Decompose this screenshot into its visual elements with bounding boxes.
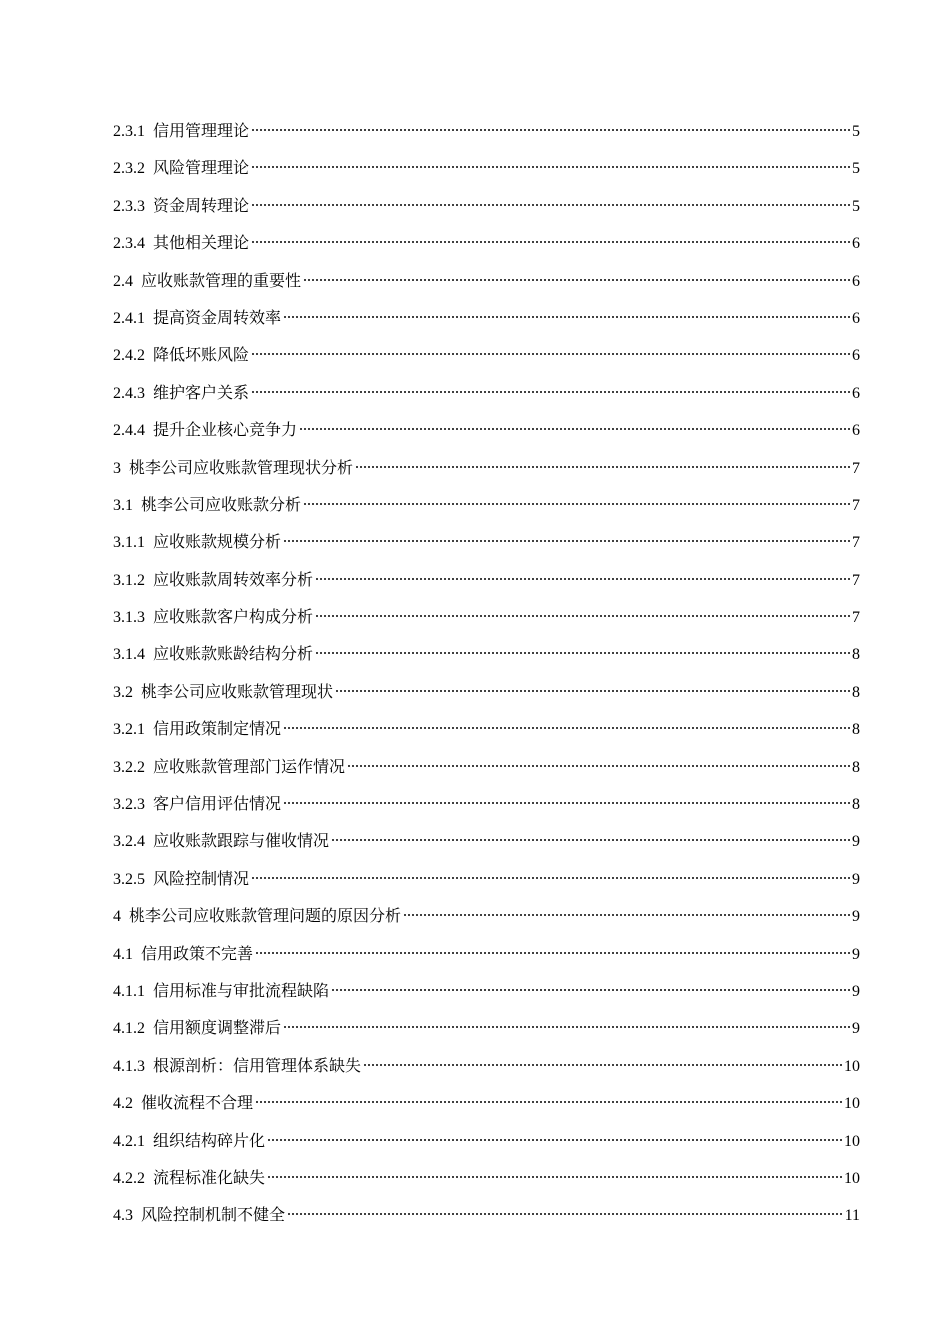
toc-entry-page: 11 (844, 1207, 860, 1225)
toc-dot-leader (315, 577, 850, 581)
toc-entry-title: 桃李公司应收账款管理问题的原因分析 (129, 908, 402, 926)
toc-dot-leader (255, 1100, 842, 1104)
toc-entry-page: 10 (844, 1132, 860, 1150)
toc-entry-number: 3.2.2 (113, 758, 145, 776)
toc-dot-leader (283, 1025, 850, 1029)
toc-entry-title: 应收账款跟踪与催收情况 (153, 833, 330, 851)
toc-entry[interactable] (113, 495, 860, 532)
toc-entry-title: 流程标准化缺失 (153, 1169, 266, 1187)
toc-entry[interactable] (113, 1205, 860, 1242)
toc-entry[interactable] (113, 420, 860, 457)
toc-entry-page: 6 (852, 422, 860, 440)
toc-dot-leader (251, 128, 850, 132)
toc-entry-page: 5 (852, 123, 860, 140)
toc-entry-page: 9 (852, 1020, 860, 1038)
toc-entry-page: 9 (852, 870, 860, 888)
toc-entry-page: 9 (852, 982, 860, 1000)
toc-entry-number: 2.3.2 (113, 160, 145, 178)
toc-entry[interactable] (113, 196, 860, 233)
toc-entry[interactable] (113, 1093, 860, 1130)
toc-entry-title: 降低坏账风险 (153, 347, 250, 365)
toc-dot-leader (251, 876, 850, 880)
toc-entry-title: 风险管理理论 (153, 160, 250, 178)
toc-entry-title: 信用标准与审批流程缺陷 (153, 982, 330, 1000)
toc-dot-leader (283, 801, 850, 805)
toc-entry-title: 资金周转理论 (153, 197, 250, 215)
toc-dot-leader (335, 689, 850, 693)
toc-entry-page: 8 (852, 646, 860, 664)
toc-entry-title: 组织结构碎片化 (153, 1132, 266, 1150)
toc-entry-title: 桃李公司应收账款管理现状分析 (129, 459, 354, 477)
toc-entry-number: 4 (113, 908, 121, 926)
toc-entry[interactable] (113, 458, 860, 495)
toc-entry-title: 其他相关理论 (153, 235, 250, 253)
toc-entry[interactable] (113, 682, 860, 719)
toc-entry[interactable] (113, 906, 860, 943)
toc-entry-title: 提升企业核心竞争力 (153, 422, 298, 440)
toc-entry-page: 6 (852, 272, 860, 290)
toc-dot-leader (315, 651, 850, 655)
toc-entry[interactable] (113, 308, 860, 345)
toc-entry-page: 9 (852, 945, 860, 963)
toc-dot-leader (267, 1175, 842, 1179)
toc-entry-number: 4.1 (113, 945, 133, 963)
toc-entry[interactable] (113, 607, 860, 644)
toc-dot-leader (283, 315, 850, 319)
toc-entry-number: 2.3.3 (113, 197, 145, 215)
toc-entry-number: 2.4.3 (113, 384, 145, 402)
toc-entry[interactable] (113, 719, 860, 756)
toc-entry-number: 2.4.2 (113, 347, 145, 365)
toc-entry-number: 3.1.3 (113, 609, 145, 627)
toc-dot-leader (251, 240, 850, 244)
toc-entry-number: 3.2.3 (113, 796, 145, 814)
toc-entry-page: 7 (852, 459, 860, 477)
toc-entry-page: 6 (852, 309, 860, 327)
toc-entry[interactable] (113, 121, 860, 158)
toc-entry[interactable] (113, 1168, 860, 1205)
toc-entry[interactable] (113, 345, 860, 382)
toc-entry-title: 应收账款管理的重要性 (141, 272, 302, 290)
toc-entry-number: 3.2 (113, 683, 133, 701)
toc-entry-number: 3 (113, 459, 121, 477)
toc-dot-leader (283, 726, 850, 730)
toc-entry-number: 2.4.4 (113, 422, 145, 440)
toc-entry-title: 信用额度调整滞后 (153, 1020, 282, 1038)
toc-entry[interactable] (113, 1018, 860, 1055)
toc-entry-page: 9 (852, 908, 860, 926)
toc-entry-title: 维护客户关系 (153, 384, 250, 402)
toc-entry-page: 9 (852, 833, 860, 851)
toc-dot-leader (403, 913, 850, 917)
toc-entry-title: 信用政策不完善 (141, 945, 254, 963)
toc-entry[interactable] (113, 644, 860, 681)
toc-entry-number: 3.1.2 (113, 571, 145, 589)
toc-entry[interactable] (113, 981, 860, 1018)
toc-entry-title: 信用政策制定情况 (153, 721, 282, 739)
toc-entry-page: 10 (844, 1057, 860, 1075)
toc-entry-number: 3.1 (113, 496, 133, 514)
toc-entry[interactable] (113, 1131, 860, 1168)
toc-entry[interactable] (113, 532, 860, 569)
toc-dot-leader (251, 203, 850, 207)
toc-entry-page: 5 (852, 160, 860, 178)
toc-entry-page: 7 (852, 534, 860, 552)
toc-entry-number: 4.2.1 (113, 1132, 145, 1150)
toc-dot-leader (251, 352, 850, 356)
toc-entry[interactable] (113, 271, 860, 308)
toc-entry[interactable] (113, 944, 860, 981)
toc-entry-title: 客户信用评估情况 (153, 796, 282, 814)
toc-entry-number: 4.1.3 (113, 1057, 145, 1075)
toc-entry-page: 8 (852, 796, 860, 814)
toc-entry-title: 桃李公司应收账款管理现状 (141, 683, 334, 701)
toc-entry[interactable] (113, 757, 860, 794)
toc-entry-number: 3.2.1 (113, 721, 145, 739)
toc-entry-number: 2.3.1 (113, 123, 145, 140)
toc-entry-title: 催收流程不合理 (141, 1095, 254, 1113)
toc-dot-leader (267, 1138, 842, 1142)
toc-entry[interactable] (113, 383, 860, 420)
toc-dot-leader (251, 165, 850, 169)
toc-dot-leader (303, 502, 850, 506)
toc-dot-leader (355, 465, 850, 469)
toc-entry-number: 2.4 (113, 272, 133, 290)
toc-entry-title: 应收账款规模分析 (153, 534, 282, 552)
toc-entry-page: 6 (852, 235, 860, 253)
toc-entry-title: 信用管理理论 (153, 123, 250, 140)
toc-dot-leader (315, 614, 850, 618)
toc-dot-leader (363, 1063, 842, 1067)
toc-entry-title: 风险控制机制不健全 (141, 1207, 286, 1225)
toc-entry-title: 根源剖析：信用管理体系缺失 (153, 1057, 362, 1075)
toc-entry-page: 7 (852, 609, 860, 627)
toc-entry-number: 4.1.1 (113, 982, 145, 1000)
toc-entry-number: 3.1.1 (113, 534, 145, 552)
toc-entry-page: 6 (852, 347, 860, 365)
toc-entry-page: 7 (852, 571, 860, 589)
toc-entry-title: 风险控制情况 (153, 870, 250, 888)
toc-entry-page: 10 (844, 1095, 860, 1113)
toc-entry-title: 应收账款周转效率分析 (153, 571, 314, 589)
toc-dot-leader (331, 988, 850, 992)
toc-entry-number: 3.2.5 (113, 870, 145, 888)
toc-entry-number: 2.4.1 (113, 309, 145, 327)
toc-entry-number: 3.1.4 (113, 646, 145, 664)
toc-entry[interactable] (113, 794, 860, 831)
toc-entry[interactable] (113, 570, 860, 607)
toc-entry[interactable] (113, 831, 860, 868)
toc-entry-number: 2.3.4 (113, 235, 145, 253)
toc-entry-number: 4.3 (113, 1207, 133, 1225)
toc-entry-page: 8 (852, 683, 860, 701)
toc-entry-title: 提高资金周转效率 (153, 309, 282, 327)
toc-entry[interactable] (113, 1056, 860, 1093)
toc-dot-leader (283, 539, 850, 543)
toc-entry-number: 3.2.4 (113, 833, 145, 851)
toc-entry[interactable] (113, 158, 860, 195)
toc-dot-leader (331, 838, 850, 842)
toc-entry-title: 应收账款账龄结构分析 (153, 646, 314, 664)
table-of-contents (113, 121, 860, 1243)
toc-entry-page: 5 (852, 197, 860, 215)
toc-entry-title: 应收账款客户构成分析 (153, 609, 314, 627)
toc-entry[interactable] (113, 233, 860, 270)
toc-entry-page: 6 (852, 384, 860, 402)
toc-entry-title: 桃李公司应收账款分析 (141, 496, 302, 514)
toc-entry-title: 应收账款管理部门运作情况 (153, 758, 346, 776)
toc-entry[interactable] (113, 869, 860, 906)
toc-entry-page: 8 (852, 758, 860, 776)
toc-dot-leader (287, 1212, 843, 1216)
toc-dot-leader (347, 764, 850, 768)
toc-entry-number: 4.2 (113, 1095, 133, 1113)
toc-dot-leader (251, 390, 850, 394)
toc-entry-page: 8 (852, 721, 860, 739)
toc-dot-leader (299, 427, 850, 431)
toc-entry-page: 10 (844, 1169, 860, 1187)
toc-entry-number: 4.2.2 (113, 1169, 145, 1187)
toc-entry-page: 7 (852, 496, 860, 514)
toc-dot-leader (255, 951, 850, 955)
toc-entry-number: 4.1.2 (113, 1020, 145, 1038)
toc-dot-leader (303, 278, 850, 282)
